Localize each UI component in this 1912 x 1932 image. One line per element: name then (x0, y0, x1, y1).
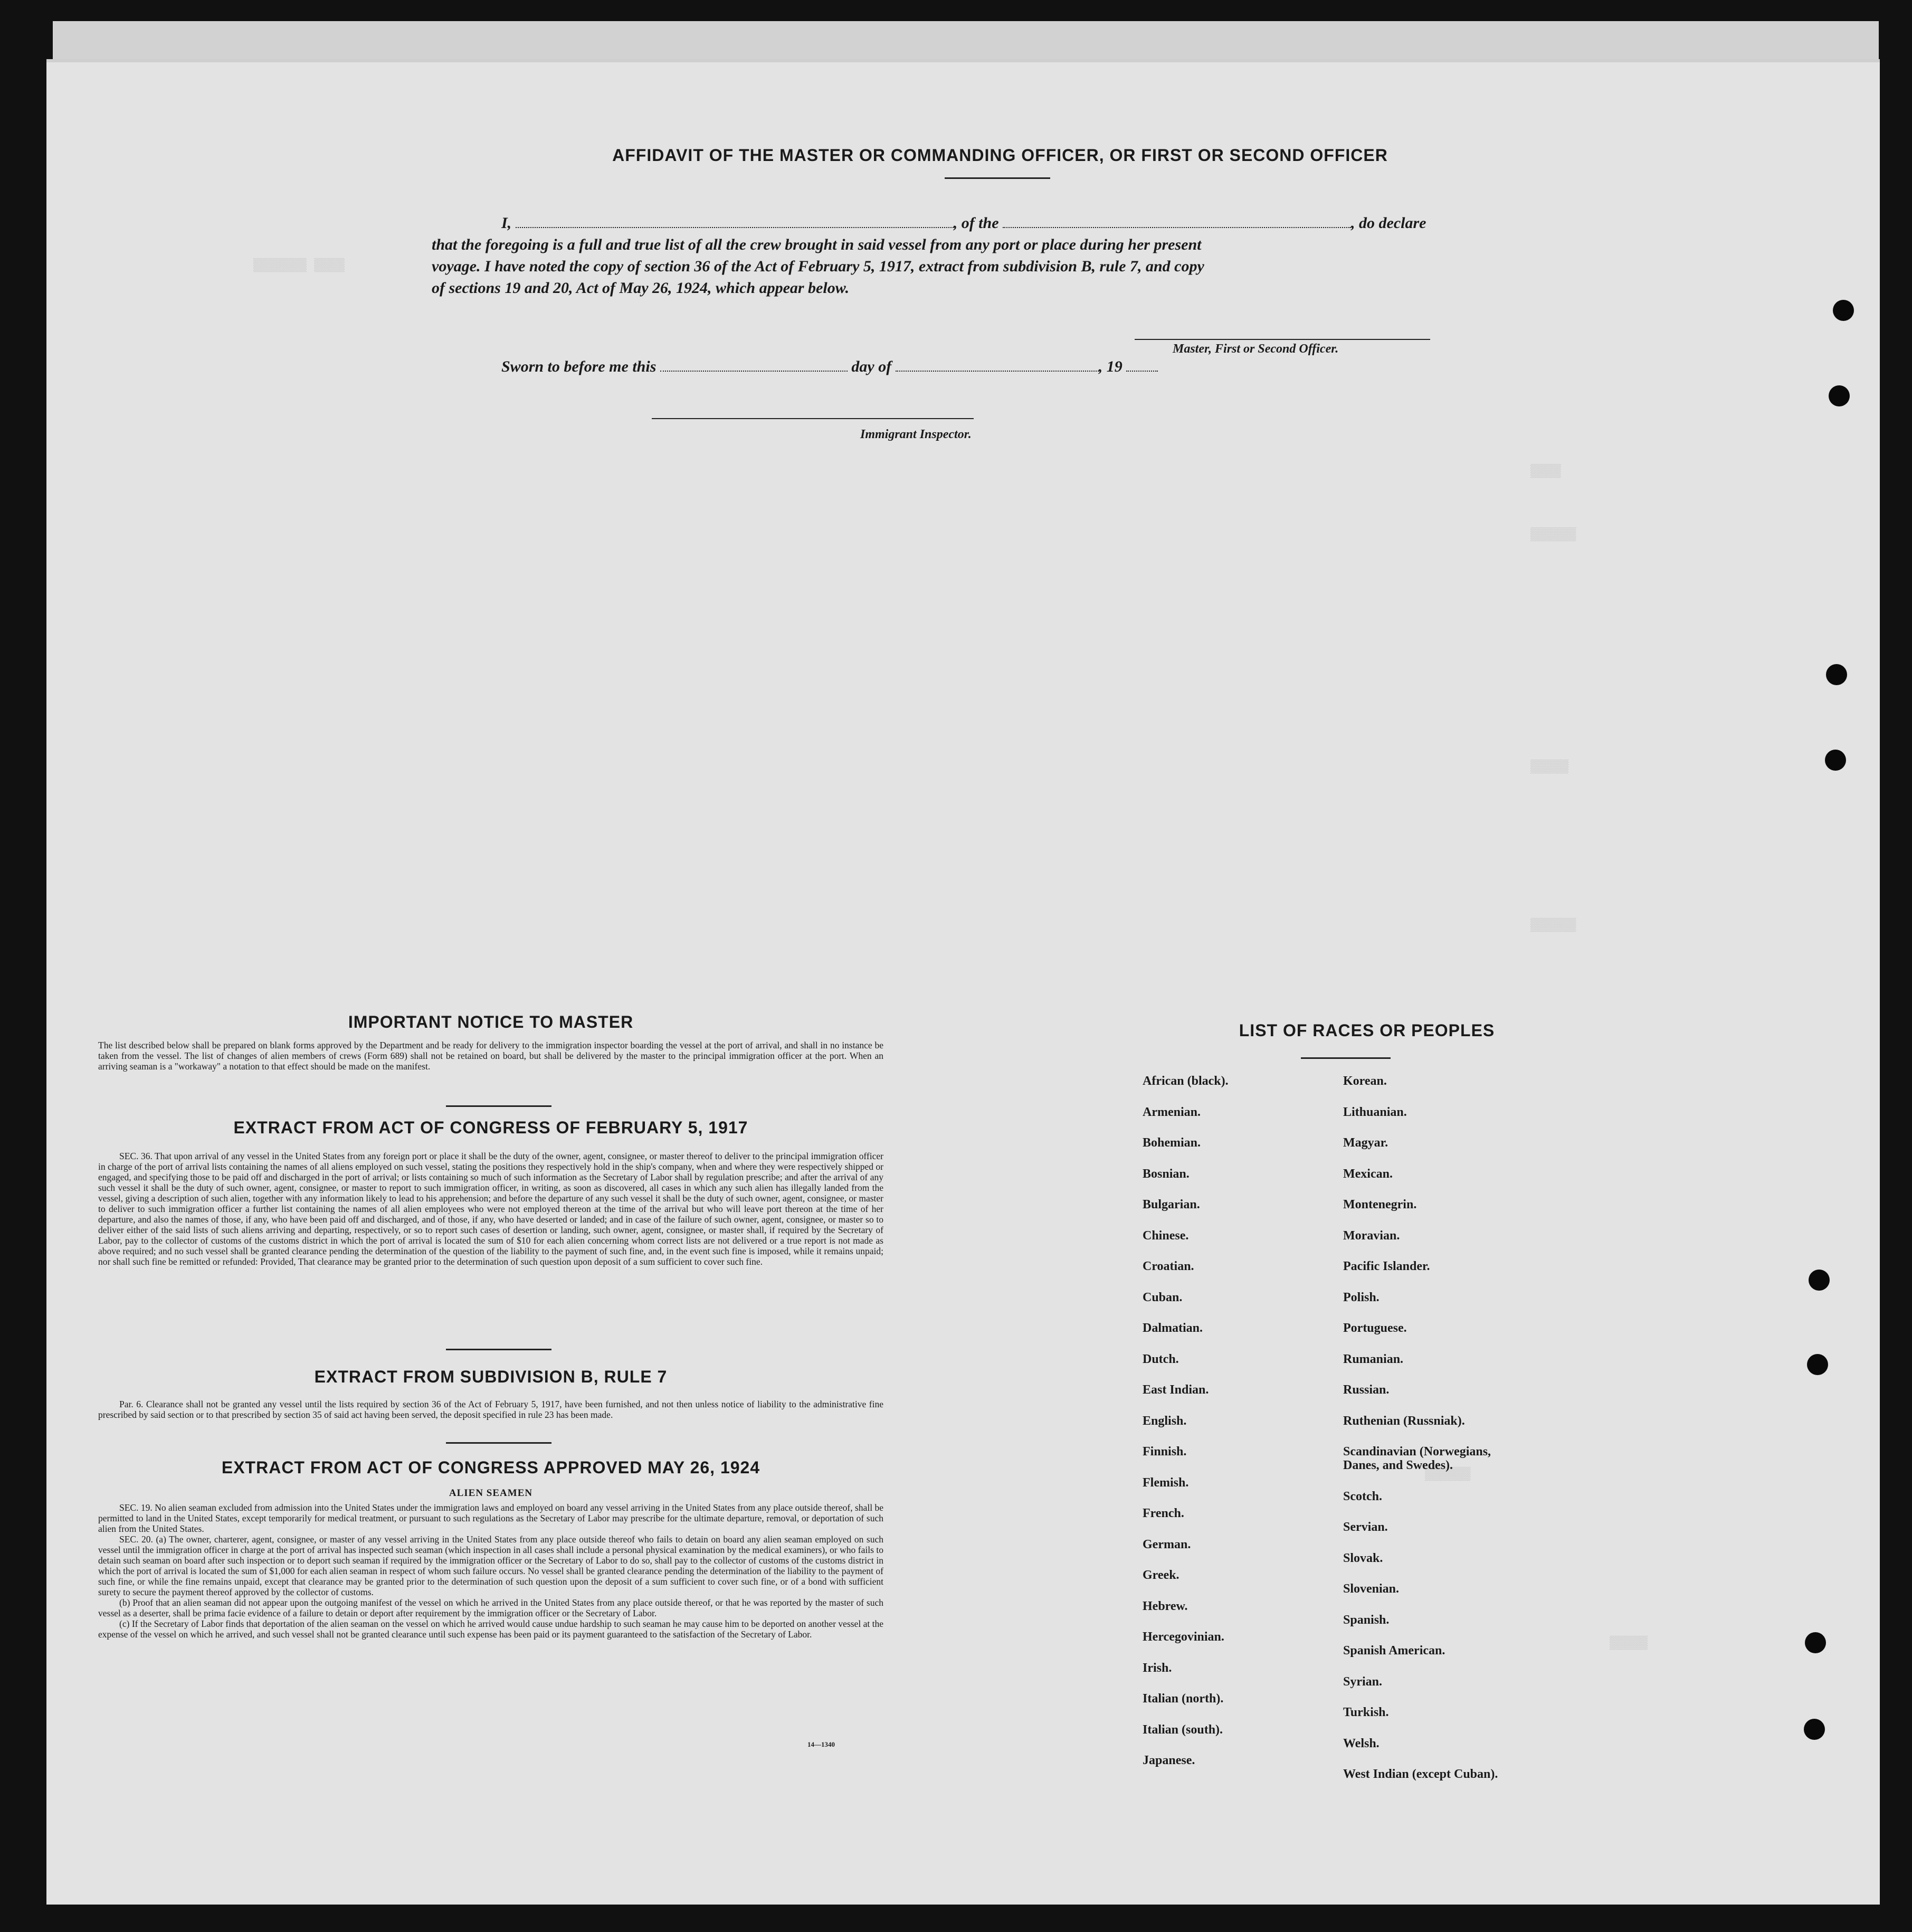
race-item: Japanese. (1143, 1754, 1195, 1767)
race-item: Servian. (1343, 1520, 1388, 1534)
races-title: LIST OF RACES OR PEOPLES (1239, 1021, 1495, 1040)
sworn-year-field[interactable] (1126, 359, 1158, 372)
bleed-through-decoration: ▒▒▒▒▒ (1530, 760, 1569, 774)
alien-seamen-subtitle: ALIEN SEAMEN (449, 1488, 533, 1499)
race-item: East Indian. (1143, 1383, 1209, 1397)
rule7-body: Par. 6. Clearance shall not be granted any vessel until the lists required by section 36 of the Act of February 5, 1917, have been furnished, and not then unless notice of liability to the administrative fine prescribed by said section or to that prescribed by section 35 of said act having been served, the deposit specified in rule 23 has been made. (98, 1399, 883, 1420)
race-item: Russian. (1343, 1383, 1390, 1397)
race-item: Slovenian. (1343, 1582, 1400, 1596)
race-item: Bulgarian. (1143, 1198, 1200, 1211)
race-item: Portuguese. (1343, 1321, 1407, 1335)
race-item: Hercegovinian. (1143, 1630, 1224, 1644)
race-item: Greek. (1143, 1568, 1179, 1582)
of-the-label: , of the (953, 214, 999, 232)
notice-title: IMPORTANT NOTICE TO MASTER (348, 1012, 634, 1031)
vessel-name-field[interactable] (1003, 215, 1351, 228)
race-item: Polish. (1343, 1290, 1380, 1304)
race-item: Cuban. (1143, 1290, 1183, 1304)
race-item: Italian (south). (1143, 1722, 1223, 1737)
sworn-day-field[interactable] (660, 359, 848, 372)
year-label: , 19 (1098, 358, 1123, 375)
race-item: Spanish. (1343, 1613, 1390, 1627)
declaration-line-4: of sections 19 and 20, Act of May 26, 1924, which appear below. (432, 279, 850, 297)
signature-line[interactable] (1135, 339, 1430, 340)
punch-hole (1829, 385, 1850, 406)
race-item: Turkish. (1343, 1706, 1389, 1719)
affidavit-title: AFFIDAVIT OF THE MASTER OR COMMANDING OFFICER, OR FIRST OR SECOND OFFICER (612, 146, 1388, 165)
race-item: Magyar. (1343, 1136, 1388, 1150)
sec19-text: SEC. 19. No alien seaman excluded from admission into the United States under the immigration laws and employed on board any vessel arriving in the United States from any place outside thereof, shall be permitted to land in the United States, except temporarily for medical treatment, or pursuant to such regulations as the Secretary of Labor may prescribe for the ultimate departure, removal, or deportation of such alien from the United States. (98, 1502, 883, 1534)
bleed-through-decoration: ▒▒▒▒▒▒ (1530, 918, 1576, 933)
section-divider (446, 1442, 551, 1444)
race-item: Spanish American. (1343, 1644, 1445, 1658)
day-of-label: day of (851, 358, 892, 375)
extract-1924-title: EXTRACT FROM ACT OF CONGRESS APPROVED MAY 26, 1924 (221, 1458, 760, 1477)
declarant-label: I, (501, 214, 512, 232)
inspector-signature-line[interactable] (652, 418, 974, 419)
underlying-page-edge (53, 21, 1879, 63)
race-item: African (black). (1143, 1074, 1229, 1088)
bleed-through-decoration: ▒▒▒▒ (1530, 465, 1561, 479)
section-divider (446, 1349, 551, 1350)
race-item: Lithuanian. (1343, 1105, 1407, 1119)
punch-hole (1833, 300, 1854, 321)
race-item: Pacific Islander. (1343, 1259, 1430, 1273)
do-declare-label: , do declare (1351, 214, 1426, 232)
sworn-month-field[interactable] (896, 359, 1099, 372)
race-item: Bohemian. (1143, 1136, 1201, 1150)
races-title-underline (1301, 1057, 1391, 1059)
race-item: Rumanian. (1343, 1352, 1404, 1366)
race-item: Syrian. (1343, 1674, 1383, 1689)
signature-label: Master, First or Second Officer. (1173, 342, 1339, 356)
race-item: Croatian. (1143, 1259, 1194, 1273)
race-item: Irish. (1143, 1661, 1172, 1675)
declarant-name-field[interactable] (516, 215, 954, 228)
punch-hole (1809, 1270, 1830, 1291)
inspector-label: Immigrant Inspector. (860, 428, 972, 441)
bleed-through-decoration: ▒▒▒▒▒ (1610, 1636, 1648, 1651)
race-item: Hebrew. (1143, 1599, 1188, 1613)
race-item: Mexican. (1343, 1167, 1393, 1181)
extract-1917-body: SEC. 36. That upon arrival of any vessel in the United States from any foreign port or place it shall be the duty of the owner, agent, consignee, or master thereof to deliver to the principal immigration officer in charge of the port of arrival lists containing the names of all aliens employed on such vessel, stating the positions they respectively hold in the ship's company, when and where they were respectively shipped or engaged, and specifying those to be paid off and discharged in the port of arrival; or lists containing so much of such information as the Secretary of Labor shall by regulation prescribe; and after the arrival of any such vessel it shall be the duty of such owner, agent, consignee, or master to report to such immigration officer, in writing, as soon as discovered, all cases in which any such alien has illegally landed from the vessel, giving a description of such alien, together with any information likely to lead to his apprehension; and before the departure of any such vessel it shall be the duty of such owner, agent, consignee, or master to deliver to such immigration officer a further list containing the names of all alien employees who were not employed thereon at the time of the arrival but who will leave port thereon at the time of her departure, and also the names of those, if any, who have been paid off and discharged, and of those, if any, who have deserted or landed; and in case of the failure of such owner, agent, consignee, or master so to deliver either of the said lists of such aliens arriving and departing, respectively, or so to report such cases of desertion or landing, such owner, agent, consignee, or master shall, if required by the Secretary of Labor, pay to the collector of customs of the customs district in which the port of arrival is located the sum of $10 for each alien concerning whom correct lists are not delivered or a true report is not made as above required; and no such vessel shall be granted clearance pending the determination of the question of the liability to the payment of such fine, and, in the event such fine is imposed, while it remains unpaid; nor shall such fine be remitted or refunded: Provided, That clearance may be granted prior to the determination of such question upon deposit of a sum sufficient to cover such fine. (98, 1151, 883, 1267)
punch-hole (1804, 1719, 1825, 1740)
punch-hole (1805, 1632, 1826, 1653)
punch-hole (1807, 1354, 1828, 1375)
race-item: Korean. (1343, 1074, 1387, 1088)
race-item: Flemish. (1143, 1475, 1189, 1490)
bleed-through-decoration: ▒▒▒▒ ▒▒▒▒▒▒▒ (253, 259, 345, 273)
race-item: Bosnian. (1143, 1167, 1190, 1181)
declaration-line-3: voyage. I have noted the copy of section 36 of the Act of February 5, 1917, extract from subdivision B, rule 7, and copy (432, 258, 1204, 275)
punch-hole (1825, 750, 1846, 771)
race-item: Dalmatian. (1143, 1321, 1203, 1335)
race-item: Dutch. (1143, 1352, 1179, 1366)
extract-1924-body (98, 1502, 883, 1640)
race-item: German. (1143, 1537, 1191, 1551)
race-item: West Indian (except Cuban). (1343, 1767, 1498, 1781)
race-item: English. (1143, 1414, 1187, 1428)
race-item: Scotch. (1343, 1489, 1382, 1503)
declaration-line-2: that the foregoing is a full and true list of all the crew brought in said vessel from any port or place during her present (432, 236, 1202, 253)
section-divider (446, 1105, 551, 1107)
race-item: Montenegrin. (1343, 1198, 1417, 1211)
punch-hole (1826, 664, 1847, 685)
notice-body: The list described below shall be prepared on blank forms approved by the Department and be ready for delivery to the immigration inspector boarding the vessel at the port of arrival, and shall in no instance be taken from the vessel. The list of changes of alien members of crews (Form 689) shall not be retained on board, but shall be delivered by the master to the principal immigration officer at the port. When an arriving seaman is a "workaway" a notation to that effect should be made on the manifest. (98, 1040, 883, 1072)
race-item: Ruthenian (Russniak). (1343, 1414, 1465, 1428)
rule7-title: EXTRACT FROM SUBDIVISION B, RULE 7 (314, 1367, 668, 1386)
sec20a-text: SEC. 20. (a) The owner, charterer, agent, consignee, or master of any vessel arriving in the United States from any place outside thereof who fails to detain on board any alien seaman employed on such vessel until the immigration officer in charge at the port of arrival has inspected such seaman (which inspection in all cases shall include a personal physical examination by the medical examiners), or who fails to detain such seaman on board after such inspection or to deport such seaman if required by the immigration officer or the Secretary of Labor to do so, shall pay to the collector of customs of the customs district in which the port of arrival is located the sum of $1,000 for each alien seaman in respect of whom such failure occurs. No vessel shall be granted clearance pending the determination of the liability to the payment of such fine, or while the fine remains unpaid, except that clearance may be granted prior to the determination of such question upon the deposit of a sum sufficient to cover such fine, or of a bond with sufficient surety to secure the payment thereof approved by the collector of customs. (98, 1534, 883, 1597)
sec20c-text: (c) If the Secretary of Labor finds that deportation of the alien seaman on the vessel on which he arrived would cause undue hardship to such seaman he may cause him to be deported on another vessel at the expense of the vessel on which he arrived, and such vessel shall not be granted clearance until such expense has been paid or its payment guaranteed to the satisfaction of the Secretary of Labor. (98, 1618, 883, 1640)
form-number: 14—1340 (807, 1740, 835, 1748)
race-item: Moravian. (1343, 1228, 1400, 1243)
sworn-label: Sworn to before me this (501, 358, 657, 375)
race-item: French. (1143, 1507, 1184, 1520)
race-item: Slovak. (1343, 1551, 1383, 1565)
race-item: Danes, and Swedes). (1343, 1459, 1453, 1472)
extract-1917-title: EXTRACT FROM ACT OF CONGRESS OF FEBRUARY 5, 1917 (233, 1118, 748, 1137)
title-underline (945, 177, 1050, 179)
bleed-through-decoration: ▒▒▒▒▒▒ (1425, 1467, 1471, 1482)
race-item: Italian (north). (1143, 1692, 1224, 1706)
sec20b-text: (b) Proof that an alien seaman did not appear upon the outgoing manifest of the vessel on which he arrived in the United States from any place outside thereof, or that he was reported by the master of such vessel as a deserter, shall be prima facie evidence of a failure to detain or deport after requirement by the immigration officer or the Secretary of Labor. (98, 1597, 883, 1618)
race-item: Armenian. (1143, 1105, 1201, 1119)
race-item: Finnish. (1143, 1445, 1187, 1459)
race-item: Scandinavian (Norwegians, (1343, 1445, 1491, 1459)
race-item: Chinese. (1143, 1228, 1189, 1243)
bleed-through-decoration: ▒▒▒▒▒▒ (1530, 528, 1576, 542)
race-item: Welsh. (1343, 1736, 1380, 1750)
affidavit-declaration (432, 212, 1466, 299)
sworn-line (501, 358, 1158, 376)
